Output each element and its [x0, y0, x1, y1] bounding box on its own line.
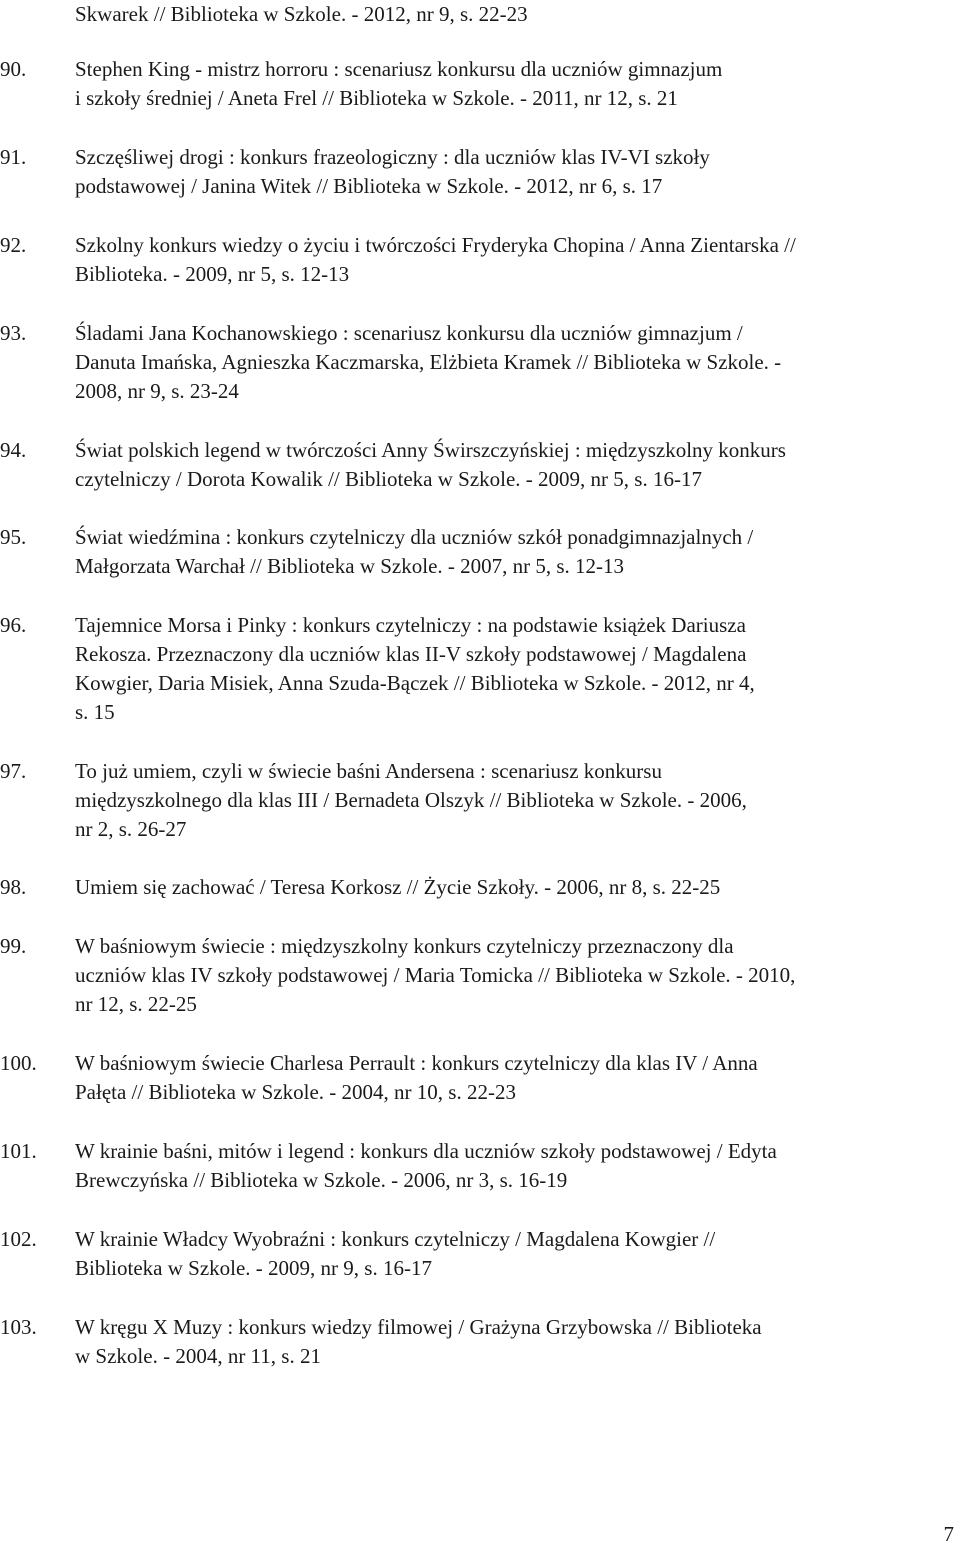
entry-number: 101.: [0, 1139, 37, 1163]
entry-number: 92.: [0, 233, 27, 257]
entry-line: Świat wiedźmina : konkurs czytelniczy dla uczniów szkół ponadgimnazjalnych /: [75, 525, 754, 549]
entry-text: [75, 55, 955, 113]
entry-text: [75, 1225, 955, 1283]
entry-number: 99.: [0, 934, 27, 958]
entry-text: [75, 873, 955, 902]
entry-line: Umiem się zachować / Teresa Korkosz // Życie Szkoły. - 2006, nr 8, s. 22-25: [75, 875, 721, 899]
entry-text: [75, 143, 955, 201]
entry-number: 103.: [0, 1315, 37, 1339]
entry-line: Szkolny konkurs wiedzy o życiu i twórczości Fryderyka Chopina / Anna Zientarska //: [75, 233, 796, 257]
entry-line: Biblioteka. - 2009, nr 5, s. 12-13: [75, 262, 350, 286]
entry-line: W krainie Władcy Wyobraźni : konkurs czytelniczy / Magdalena Kowgier //: [75, 1227, 716, 1251]
continuation-line: Skwarek // Biblioteka w Szkole. - 2012, nr 9, s. 22-23: [75, 2, 528, 26]
entry-line: Śladami Jana Kochanowskiego : scenariusz konkursu dla uczniów gimnazjum /: [75, 321, 743, 345]
entry-line: W krainie baśni, mitów i legend : konkurs dla uczniów szkoły podstawowej / Edyta: [75, 1139, 777, 1163]
entry-text: [75, 523, 955, 581]
entry-number: 94.: [0, 438, 27, 462]
entry-line: Tajemnice Morsa i Pinky : konkurs czytelniczy : na podstawie książek Dariusza: [75, 613, 746, 637]
entry-line: Danuta Imańska, Agnieszka Kaczmarska, Elżbieta Kramek // Biblioteka w Szkole. -: [75, 350, 782, 374]
entry-number: 97.: [0, 759, 27, 783]
entry-line: Rekosza. Przeznaczony dla uczniów klas II-V szkoły podstawowej / Magdalena: [75, 642, 747, 666]
entry-line: s. 15: [75, 700, 115, 724]
entry-line: i szkoły średniej / Aneta Frel // Biblioteka w Szkole. - 2011, nr 12, s. 21: [75, 86, 678, 110]
entry-line: podstawowej / Janina Witek // Biblioteka w Szkole. - 2012, nr 6, s. 17: [75, 174, 663, 198]
entry-line: 2008, nr 9, s. 23-24: [75, 379, 239, 403]
entry-number: 98.: [0, 875, 27, 899]
entry-text: [75, 932, 955, 1019]
entry-line: uczniów klas IV szkoły podstawowej / Maria Tomicka // Biblioteka w Szkole. - 2010,: [75, 963, 796, 987]
entry-number: 90.: [0, 57, 27, 81]
entry-line: Biblioteka w Szkole. - 2009, nr 9, s. 16-17: [75, 1256, 432, 1280]
entry-text: [75, 1049, 955, 1107]
entry-line: W baśniowym świecie Charlesa Perrault : konkurs czytelniczy dla klas IV / Anna: [75, 1051, 758, 1075]
entry-line: Szczęśliwej drogi : konkurs frazeologiczny : dla uczniów klas IV-VI szkoły: [75, 145, 710, 169]
entry-line: w Szkole. - 2004, nr 11, s. 21: [75, 1344, 321, 1368]
entry-line: nr 2, s. 26-27: [75, 817, 187, 841]
entry-text: [75, 319, 955, 406]
entry-number: 91.: [0, 145, 27, 169]
entry-number: 100.: [0, 1051, 37, 1075]
entry-number: 93.: [0, 321, 27, 345]
entry-line: nr 12, s. 22-25: [75, 992, 197, 1016]
entry-number: 96.: [0, 613, 27, 637]
entry-text: [75, 231, 955, 289]
page-number: 7: [943, 1522, 954, 1546]
entry-line: Stephen King - mistrz horroru : scenariusz konkursu dla uczniów gimnazjum: [75, 57, 723, 81]
entry-line: W kręgu X Muzy : konkurs wiedzy filmowej / Grażyna Grzybowska // Biblioteka: [75, 1315, 762, 1339]
entry-line: Świat polskich legend w twórczości Anny Świrszczyńskiej : międzyszkolny konkurs: [75, 438, 786, 462]
entry-text: [75, 436, 955, 494]
entry-line: To już umiem, czyli w świecie baśni Andersena : scenariusz konkursu: [75, 759, 662, 783]
entry-line: Brewczyńska // Biblioteka w Szkole. - 2006, nr 3, s. 16-19: [75, 1168, 568, 1192]
entry-text: [75, 757, 955, 844]
entry-line: Kowgier, Daria Misiek, Anna Szuda-Bączek // Biblioteka w Szkole. - 2012, nr 4,: [75, 671, 755, 695]
entry-text: [75, 1137, 955, 1195]
entry-number: 102.: [0, 1227, 37, 1251]
entry-line: Pałęta // Biblioteka w Szkole. - 2004, nr 10, s. 22-23: [75, 1080, 516, 1104]
entry-line: Małgorzata Warchał // Biblioteka w Szkole. - 2007, nr 5, s. 12-13: [75, 554, 625, 578]
entry-line: W baśniowym świecie : międzyszkolny konkurs czytelniczy przeznaczony dla: [75, 934, 734, 958]
entry-line: międzyszkolnego dla klas III / Bernadeta Olszyk // Biblioteka w Szkole. - 2006,: [75, 788, 747, 812]
entry-text: [75, 611, 955, 727]
entry-number: 95.: [0, 525, 27, 549]
entry-text: [75, 1313, 955, 1371]
entry-line: czytelniczy / Dorota Kowalik // Biblioteka w Szkole. - 2009, nr 5, s. 16-17: [75, 467, 702, 491]
